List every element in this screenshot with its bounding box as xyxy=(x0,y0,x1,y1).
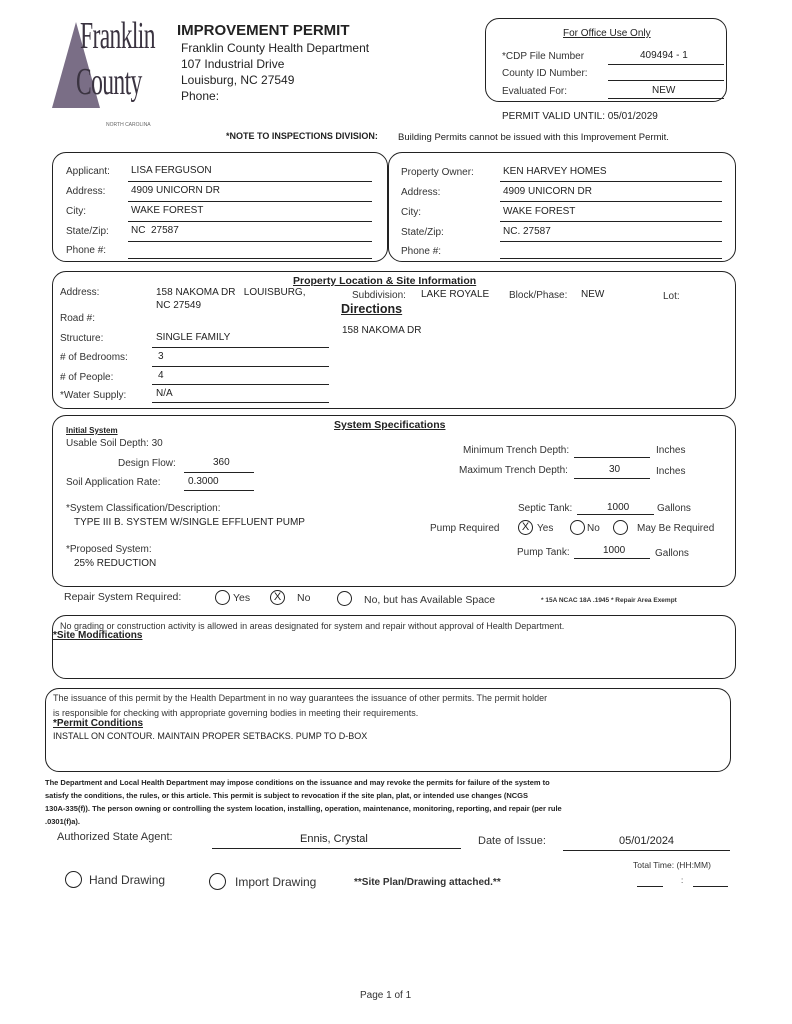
department-name: Franklin County Health Department xyxy=(181,41,370,55)
pump-required-label: Pump Required xyxy=(430,523,500,534)
applicant-city-label: City: xyxy=(66,206,86,217)
max-trench-label: Maximum Trench Depth: xyxy=(459,465,568,476)
applicant-city-value: WAKE FOREST xyxy=(131,205,204,216)
repair-no-radio[interactable]: X xyxy=(270,590,285,605)
legal-line2: satisfy the conditions, the rules, or this article. This permit is subject to revocation if the site plan, plat, or intended use changes (NCGS xyxy=(45,791,529,800)
water-supply-label: *Water Supply: xyxy=(60,390,127,401)
owner-address-value: 4909 UNICORN DR xyxy=(503,186,592,197)
pump-tank-unit: Gallons xyxy=(655,548,689,559)
structure-value: SINGLE FAMILY xyxy=(156,332,231,343)
pump-maybe-radio[interactable] xyxy=(613,520,628,535)
road-label: Road #: xyxy=(60,313,96,324)
repair-yes-label: Yes xyxy=(233,592,251,604)
pump-tank-line xyxy=(574,558,650,559)
evaluated-for-value: NEW xyxy=(652,85,676,96)
owner-name-line xyxy=(500,181,722,182)
bedrooms-value: 3 xyxy=(158,351,164,362)
applicant-address-value: 4909 UNICORN DR xyxy=(131,185,220,196)
repair-yes-radio[interactable] xyxy=(215,590,230,605)
water-supply-value: N/A xyxy=(156,388,173,399)
septic-tank-value: 1000 xyxy=(607,502,630,513)
date-of-issue-label: Date of Issue: xyxy=(478,835,546,847)
directions-text: 158 NAKOMA DR xyxy=(342,325,422,336)
department-address2: Louisburg, NC 27549 xyxy=(181,73,295,87)
soil-rate-line xyxy=(184,490,254,491)
owner-phone-label: Phone #: xyxy=(401,246,442,257)
applicant-address-line xyxy=(128,201,372,202)
evaluated-for-label: Evaluated For: xyxy=(502,86,568,97)
repair-available-label: No, but has Available Space xyxy=(364,594,496,606)
total-time-minutes-line xyxy=(693,886,728,887)
agent-line xyxy=(212,848,461,849)
cdp-file-value: 409494 - 1 xyxy=(640,50,688,61)
owner-statezip-value: NC. 27587 xyxy=(503,226,551,237)
department-address1: 107 Industrial Drive xyxy=(181,57,285,71)
agent-label: Authorized State Agent: xyxy=(57,831,173,843)
site-mods-title: *Site Modifications xyxy=(53,630,143,641)
legal-line4: .0301(f)a). xyxy=(45,817,81,826)
people-line xyxy=(152,384,329,385)
pump-yes-radio[interactable]: X xyxy=(518,520,533,535)
hand-drawing-radio[interactable] xyxy=(65,871,82,888)
total-time-hours-line xyxy=(637,886,663,887)
people-value: 4 xyxy=(158,370,164,381)
people-label: # of People: xyxy=(60,372,114,383)
proposed-system-label: *Proposed System: xyxy=(66,544,152,555)
owner-city-label: City: xyxy=(401,207,421,218)
logo-line2: County xyxy=(76,61,142,103)
import-drawing-radio[interactable] xyxy=(209,873,226,890)
pump-yes-label: Yes xyxy=(537,523,554,534)
owner-statezip-line xyxy=(500,241,722,242)
structure-label: Structure: xyxy=(60,333,104,344)
soil-rate-label: Soil Application Rate: xyxy=(66,477,161,488)
repair-no-label: No xyxy=(297,592,311,604)
applicant-statezip-line xyxy=(128,241,372,242)
conditions-notice-line1: The issuance of this permit by the Health Department in no way guarantees the issuance of other permits. The permit holder xyxy=(53,693,548,703)
applicant-name-line xyxy=(128,181,372,182)
min-trench-line xyxy=(574,457,650,458)
block-phase-value: NEW xyxy=(581,289,605,300)
max-trench-value: 30 xyxy=(609,464,621,475)
property-address-line2: NC 27549 xyxy=(156,300,202,311)
septic-tank-line xyxy=(577,514,654,515)
import-drawing-label: Import Drawing xyxy=(235,875,317,889)
block-phase-label: Block/Phase: xyxy=(509,290,568,301)
pump-no-label: No xyxy=(587,523,600,534)
site-mods-notice: No grading or construction activity is allowed in areas designated for system and repair without approval of Health Department. xyxy=(60,621,565,631)
county-id-line xyxy=(608,80,724,81)
repair-exempt-note: * 15A NCAC 18A .1945 * Repair Area Exempt xyxy=(541,597,677,604)
bedrooms-label: # of Bedrooms: xyxy=(60,352,128,363)
subdivision-value: LAKE ROYALE xyxy=(421,289,490,300)
initial-system-title: Initial System xyxy=(66,426,118,435)
office-use-title: For Office Use Only xyxy=(563,28,651,39)
pump-tank-value: 1000 xyxy=(603,545,626,556)
pump-tank-label: Pump Tank: xyxy=(517,547,570,558)
water-supply-line xyxy=(152,402,329,403)
repair-required-label: Repair System Required: xyxy=(64,591,182,603)
agent-value: Ennis, Crystal xyxy=(300,833,368,845)
property-address-line1: 158 NAKOMA DR LOUISBURG, xyxy=(156,287,306,298)
owner-name-value: KEN HARVEY HOMES xyxy=(503,166,607,177)
directions-title: Directions xyxy=(341,302,403,316)
lot-label: Lot: xyxy=(663,291,680,302)
classification-value: TYPE III B. SYSTEM W/SINGLE EFFLUENT PUMP xyxy=(74,517,305,528)
design-flow-label: Design Flow: xyxy=(118,458,176,469)
page-title: IMPROVEMENT PERMIT xyxy=(177,22,350,39)
classification-label: *System Classification/Description: xyxy=(66,503,221,514)
min-trench-unit: Inches xyxy=(656,445,686,456)
inspections-note-text: Building Permits cannot be issued with this Improvement Permit. xyxy=(398,132,669,143)
owner-name-label: Property Owner: xyxy=(401,167,474,178)
system-specs-title: System Specifications xyxy=(334,419,446,431)
hand-drawing-label: Hand Drawing xyxy=(89,873,166,887)
owner-address-line xyxy=(500,201,722,202)
owner-statezip-label: State/Zip: xyxy=(401,227,444,238)
logo-line1: Franklin xyxy=(80,15,155,57)
county-id-label: County ID Number: xyxy=(502,68,588,79)
property-section-title: Property Location & Site Information xyxy=(293,275,477,287)
permit-conditions-title: *Permit Conditions xyxy=(53,718,144,729)
legal-line3: 130A-335(f)). The person owning or controlling the system location, installing, operation, maintenance, monitoring, reporting, and repair (per rule xyxy=(45,804,562,813)
max-trench-line xyxy=(574,478,650,479)
department-phone-label: Phone: xyxy=(181,89,220,103)
permit-conditions-text: INSTALL ON CONTOUR. MAINTAIN PROPER SETBACKS. PUMP TO D-BOX xyxy=(53,731,368,741)
site-plan-attached-note: **Site Plan/Drawing attached.** xyxy=(354,877,501,888)
subdivision-label: Subdivision: xyxy=(352,290,406,301)
owner-city-line xyxy=(500,221,722,222)
date-of-issue-value: 05/01/2024 xyxy=(619,835,675,847)
conditions-notice-line2: is responsible for checking with appropriate governing bodies in meeting their requirements. xyxy=(53,708,419,718)
repair-available-radio[interactable] xyxy=(337,591,352,606)
legal-line1: The Department and Local Health Department may impose conditions on the issuance and may revoke the permits for failure of the system to xyxy=(45,778,550,787)
logo-tagline: NORTH CAROLINA xyxy=(106,122,151,128)
applicant-address-label: Address: xyxy=(66,186,106,197)
owner-phone-line xyxy=(500,258,722,259)
pump-maybe-label: May Be Required xyxy=(637,523,715,534)
usable-soil-depth: Usable Soil Depth: 30 xyxy=(66,438,163,449)
cdp-file-label: *CDP File Number xyxy=(502,51,585,62)
owner-city-value: WAKE FOREST xyxy=(503,206,576,217)
property-address-label: Address: xyxy=(60,287,100,298)
applicant-city-line xyxy=(128,221,372,222)
design-flow-line xyxy=(184,472,254,473)
structure-line xyxy=(152,347,329,348)
max-trench-unit: Inches xyxy=(656,466,686,477)
applicant-phone-label: Phone #: xyxy=(66,245,107,256)
cdp-file-line xyxy=(608,64,724,65)
legal-text xyxy=(45,776,745,828)
soil-rate-value: 0.3000 xyxy=(188,476,219,487)
septic-tank-label: Septic Tank: xyxy=(518,503,573,514)
min-trench-label: Minimum Trench Depth: xyxy=(463,445,570,456)
proposed-system-value: 25% REDUCTION xyxy=(74,558,157,569)
permit-valid-until: PERMIT VALID UNTIL: 05/01/2029 xyxy=(502,111,658,122)
applicant-name-label: Applicant: xyxy=(66,166,110,177)
bedrooms-line xyxy=(152,366,329,367)
evaluated-for-line xyxy=(608,98,724,99)
septic-tank-unit: Gallons xyxy=(657,503,691,514)
total-time-label: Total Time: (HH:MM) xyxy=(633,860,711,870)
applicant-statezip-label: State/Zip: xyxy=(66,226,109,237)
date-of-issue-line xyxy=(563,850,730,851)
page-number: Page 1 of 1 xyxy=(360,990,412,1001)
owner-address-label: Address: xyxy=(401,187,441,198)
applicant-name-value: LISA FERGUSON xyxy=(131,165,212,176)
applicant-statezip-value: NC 27587 xyxy=(131,225,179,236)
applicant-phone-line xyxy=(128,258,372,259)
pump-no-radio[interactable] xyxy=(570,520,585,535)
inspections-note-label: *NOTE TO INSPECTIONS DIVISION: xyxy=(226,131,378,141)
design-flow-value: 360 xyxy=(213,457,230,468)
